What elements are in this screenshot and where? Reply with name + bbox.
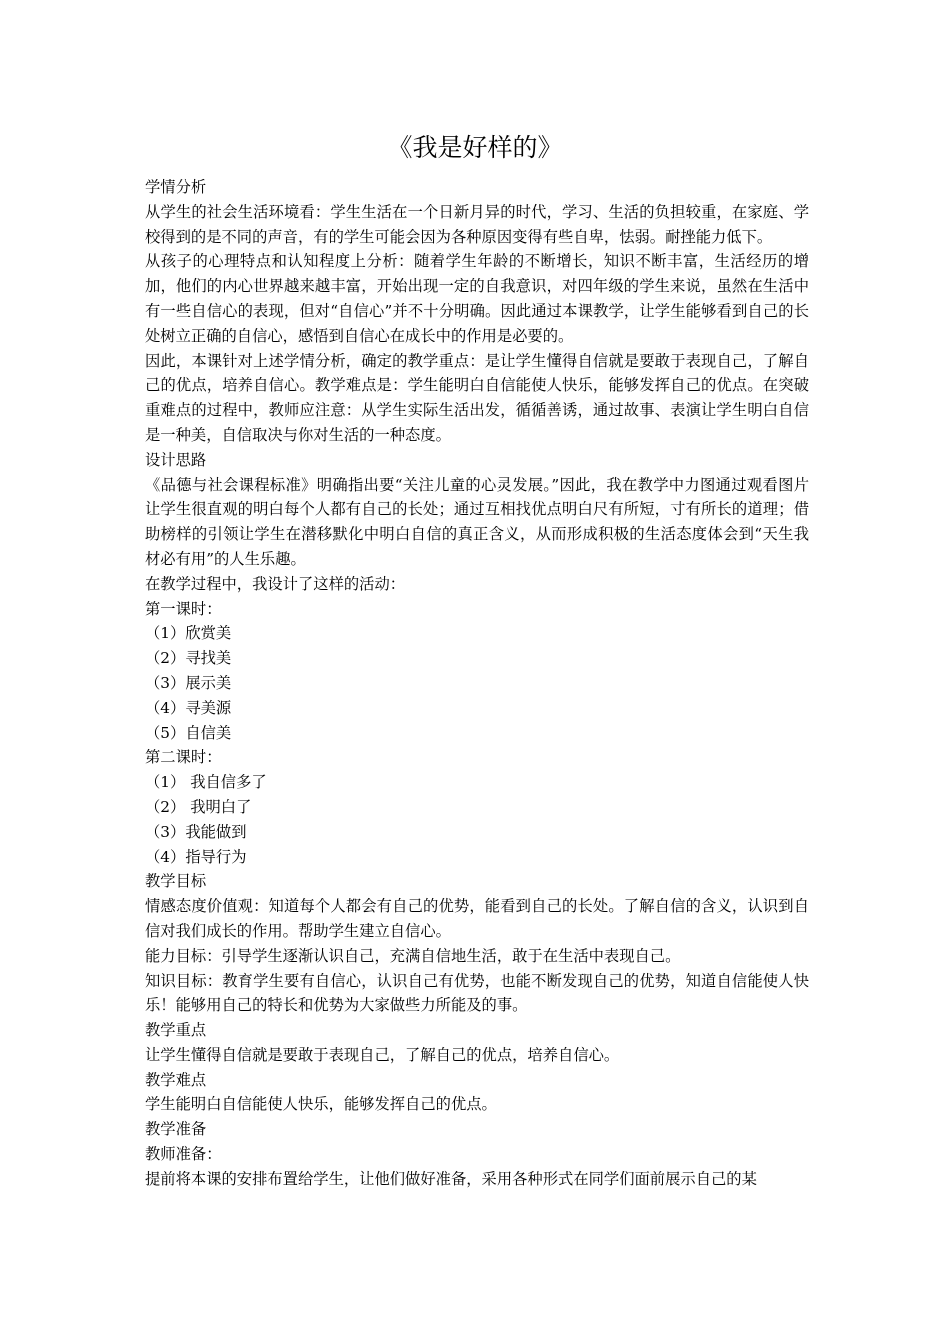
section-heading-analysis: 学情分析: [145, 178, 207, 196]
lesson-1-item: （3）展示美: [145, 673, 232, 692]
design-paragraph-1: 《品德与社会课程标准》明确指出要“关注儿童的心灵发展。”因此，我在教学中力图通过观看图片让学生很直观的明白每个人都有自己的长处；通过互相找优点明白尺有所短，寸有所长的道理；借助榜样的引领让学生在潜移默化中明白自信的真正含义，从而形成积极的生活态度体会到“天生我材必有用”的人生乐趣。: [145, 475, 809, 568]
lesson-2-item: （2） 我明白了: [145, 797, 252, 816]
goal-knowledge: 知识目标：教育学生要有自信心，认识自己有优势，也能不断发现自己的优势，知道自信能使人快乐！能够用自己的特长和优势为大家做些力所能及的事。: [145, 971, 809, 1015]
teacher-preparation-text: 提前将本课的安排布置给学生，让他们做好准备，采用各种形式在同学们面前展示自己的某: [145, 1169, 757, 1188]
goal-ability: 能力目标：引导学生逐渐认识自己，充满自信地生活，敢于在生活中表现自己。: [145, 946, 681, 965]
lesson-2-label: 第二课时：: [145, 748, 222, 767]
section-heading-goals: 教学目标: [145, 872, 207, 891]
difficulty-text: 学生能明白自信能使人快乐，能够发挥自己的优点。: [145, 1095, 497, 1114]
lesson-2-item: （4）指导行为: [145, 847, 247, 866]
goal-emotion: 情感态度价值观：知道每个人都会有自己的优势，能看到自己的长处。了解自信的含义，认识到自信对我们成长的作用。帮助学生建立自信心。: [145, 897, 809, 940]
lesson-2-item: （1） 我自信多了: [145, 773, 267, 792]
section-heading-preparation: 教学准备: [145, 1120, 207, 1139]
document-body: [145, 175, 809, 1192]
analysis-paragraph-3: 因此，本课针对上述学情分析，确定的教学重点：是让学生懂得自信就是要敢于表现自己，了解自己的优点，培养自信心。教学难点是：学生能明白自信能使人快乐，能够发挥自己的优点。在突破重难点的过程中，教师应注意：从学生实际生活出发，循循善诱，通过故事、表演让学生明白自信是一种美，自信取决与你对生活的一种态度。: [145, 351, 809, 444]
design-paragraph-2: 在教学过程中，我设计了这样的活动：: [145, 574, 406, 593]
lesson-1-item: （2）寻找美: [145, 649, 232, 668]
teacher-preparation-label: 教师准备：: [145, 1145, 222, 1164]
document-title: 《我是好样的》: [387, 133, 563, 162]
focus-text: 让学生懂得自信就是要敢于表现自己，了解自己的优点，培养自信心。: [145, 1045, 620, 1064]
lesson-2-item: （3）我能做到: [145, 822, 247, 841]
lesson-1-item: （4）寻美源: [145, 698, 232, 717]
analysis-paragraph-2: 从孩子的心理特点和认知程度上分析：随着学生年龄的不断增长，知识不断丰富，生活经历的增加，他们的内心世界越来越丰富，开始出现一定的自我意识，对四年级的学生来说，虽然在生活中有一些自信心的表现，但对“自信心”并不十分明确。因此通过本课教学，让学生能够看到自己的长处树立正确的自信心，感悟到自信心在成长中的作用是必要的。: [145, 252, 809, 345]
analysis-paragraph-1: 从学生的社会生活环境看：学生生活在一个日新月异的时代，学习、生活的负担较重，在家庭、学校得到的是不同的声音，有的学生可能会因为各种原因变得有些自卑，怯弱。耐挫能力低下。: [145, 202, 809, 246]
section-heading-focus: 教学重点: [145, 1021, 207, 1040]
section-heading-design: 设计思路: [145, 450, 207, 469]
lesson-1-item: （1）欣赏美: [145, 624, 232, 643]
lesson-1-item: （5）自信美: [145, 723, 232, 742]
section-heading-difficulty: 教学难点: [145, 1070, 207, 1089]
lesson-1-label: 第一课时：: [145, 599, 222, 618]
